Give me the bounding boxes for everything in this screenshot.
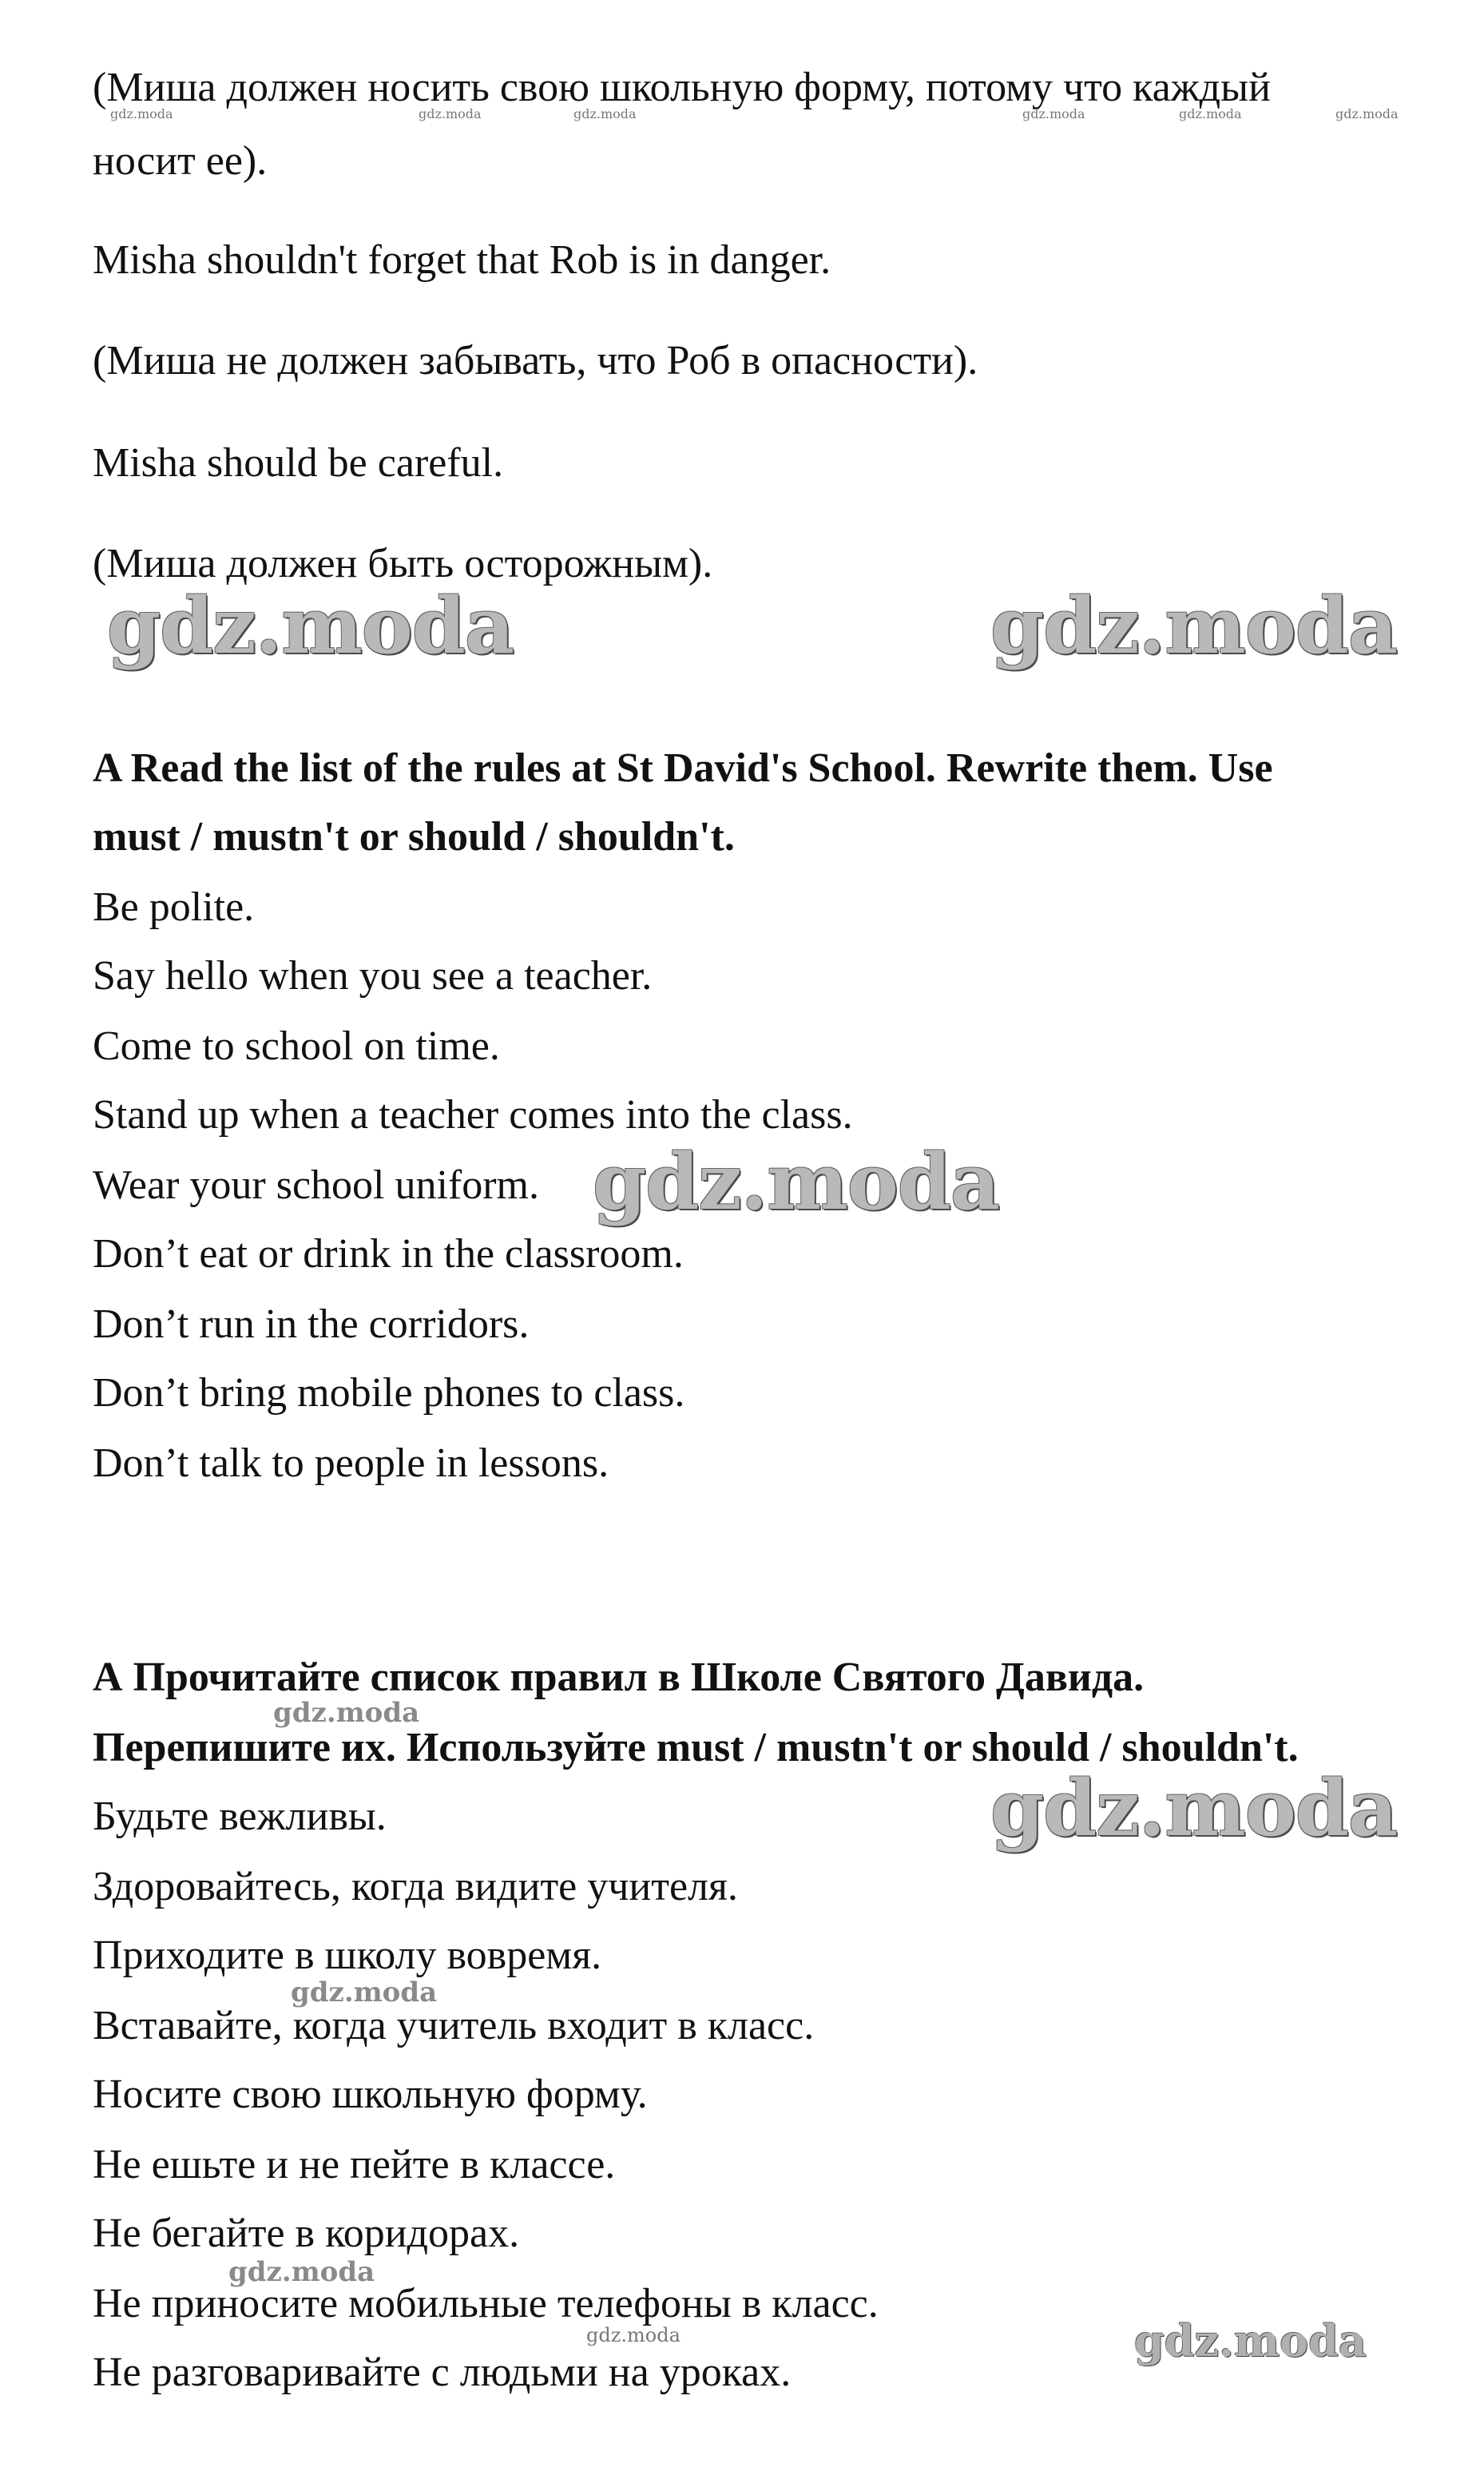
task-heading-en-line-1: A Read the list of the rules at St David's School. Rewrite them. Use [93, 745, 1273, 791]
rule-en-4: Stand up when a teacher comes into the class. [93, 1092, 853, 1138]
rule-en-6: Don’t eat or drink in the classroom. [93, 1231, 684, 1277]
watermark-tiny: gdz.moda [110, 106, 173, 121]
text-line-en-2: Misha shouldn't forget that Rob is in danger. [93, 237, 831, 283]
text-line-ru-1a: (Миша должен носить свою школьную форму, потому что каждый [93, 65, 1271, 110]
watermark-tiny: gdz.moda [1179, 106, 1242, 121]
task-heading-en-line-2: must / mustn't or should / shouldn't. [93, 814, 735, 860]
text-line-en-3: Misha should be careful. [93, 440, 504, 486]
rule-en-5: Wear your school uniform. [93, 1162, 539, 1208]
rule-en-7: Don’t run in the corridors. [93, 1301, 530, 1347]
rule-en-8: Don’t bring mobile phones to class. [93, 1370, 685, 1416]
rule-en-1: Be polite. [93, 884, 255, 930]
task-heading-ru-line-2: Перепишите их. Используйте must / mustn't or should / shouldn't. [93, 1725, 1299, 1770]
watermark-small: gdz.moda [586, 2324, 680, 2346]
task-heading-ru-line-1: А Прочитайте список правил в Школе Святого Давида. [93, 1655, 1145, 1700]
watermark-large: gdz.moda [990, 581, 1398, 671]
rule-ru-8: Не приносите мобильные телефоны в класс. [93, 2281, 879, 2326]
watermark-small: gdz.moda [228, 2256, 375, 2288]
rule-ru-3: Приходите в школу вовремя. [93, 1933, 602, 1978]
rule-ru-1: Будьте вежливы. [93, 1794, 387, 1839]
text-line-ru-2: (Миша не должен забывать, что Роб в опасности). [93, 338, 978, 383]
text-line-ru-1b: носит ее). [93, 138, 268, 184]
rule-en-9: Don’t talk to people in lessons. [93, 1440, 609, 1486]
watermark-large: gdz.moda [593, 1137, 1000, 1227]
watermark-tiny: gdz.moda [1022, 106, 1085, 121]
watermark-tiny: gdz.moda [573, 106, 637, 121]
rule-ru-4: Вставайте, когда учитель входит в класс. [93, 2003, 815, 2048]
rule-ru-6: Не ешьте и не пейте в классе. [93, 2142, 616, 2187]
watermark-large: gdz.moda [107, 581, 514, 671]
text-line-ru-3: (Миша должен быть осторожным). [93, 541, 713, 586]
watermark-small: gdz.moda [291, 1976, 438, 2008]
rule-en-3: Come to school on time. [93, 1023, 500, 1069]
watermark-tiny: gdz.moda [1335, 106, 1399, 121]
watermark-small: gdz.moda [273, 1697, 420, 1729]
rule-en-2: Say hello when you see a teacher. [93, 953, 653, 999]
watermark-tiny: gdz.moda [419, 106, 482, 121]
rule-ru-2: Здоровайтесь, когда видите учителя. [93, 1864, 738, 1909]
watermark-medium: gdz.moda [1134, 2315, 1367, 2366]
rule-ru-9: Не разговаривайте с людьми на уроках. [93, 2350, 792, 2395]
rule-ru-5: Носите свою школьную форму. [93, 2072, 648, 2117]
watermark-large: gdz.moda [990, 1763, 1398, 1853]
rule-ru-7: Не бегайте в коридорах. [93, 2211, 520, 2256]
